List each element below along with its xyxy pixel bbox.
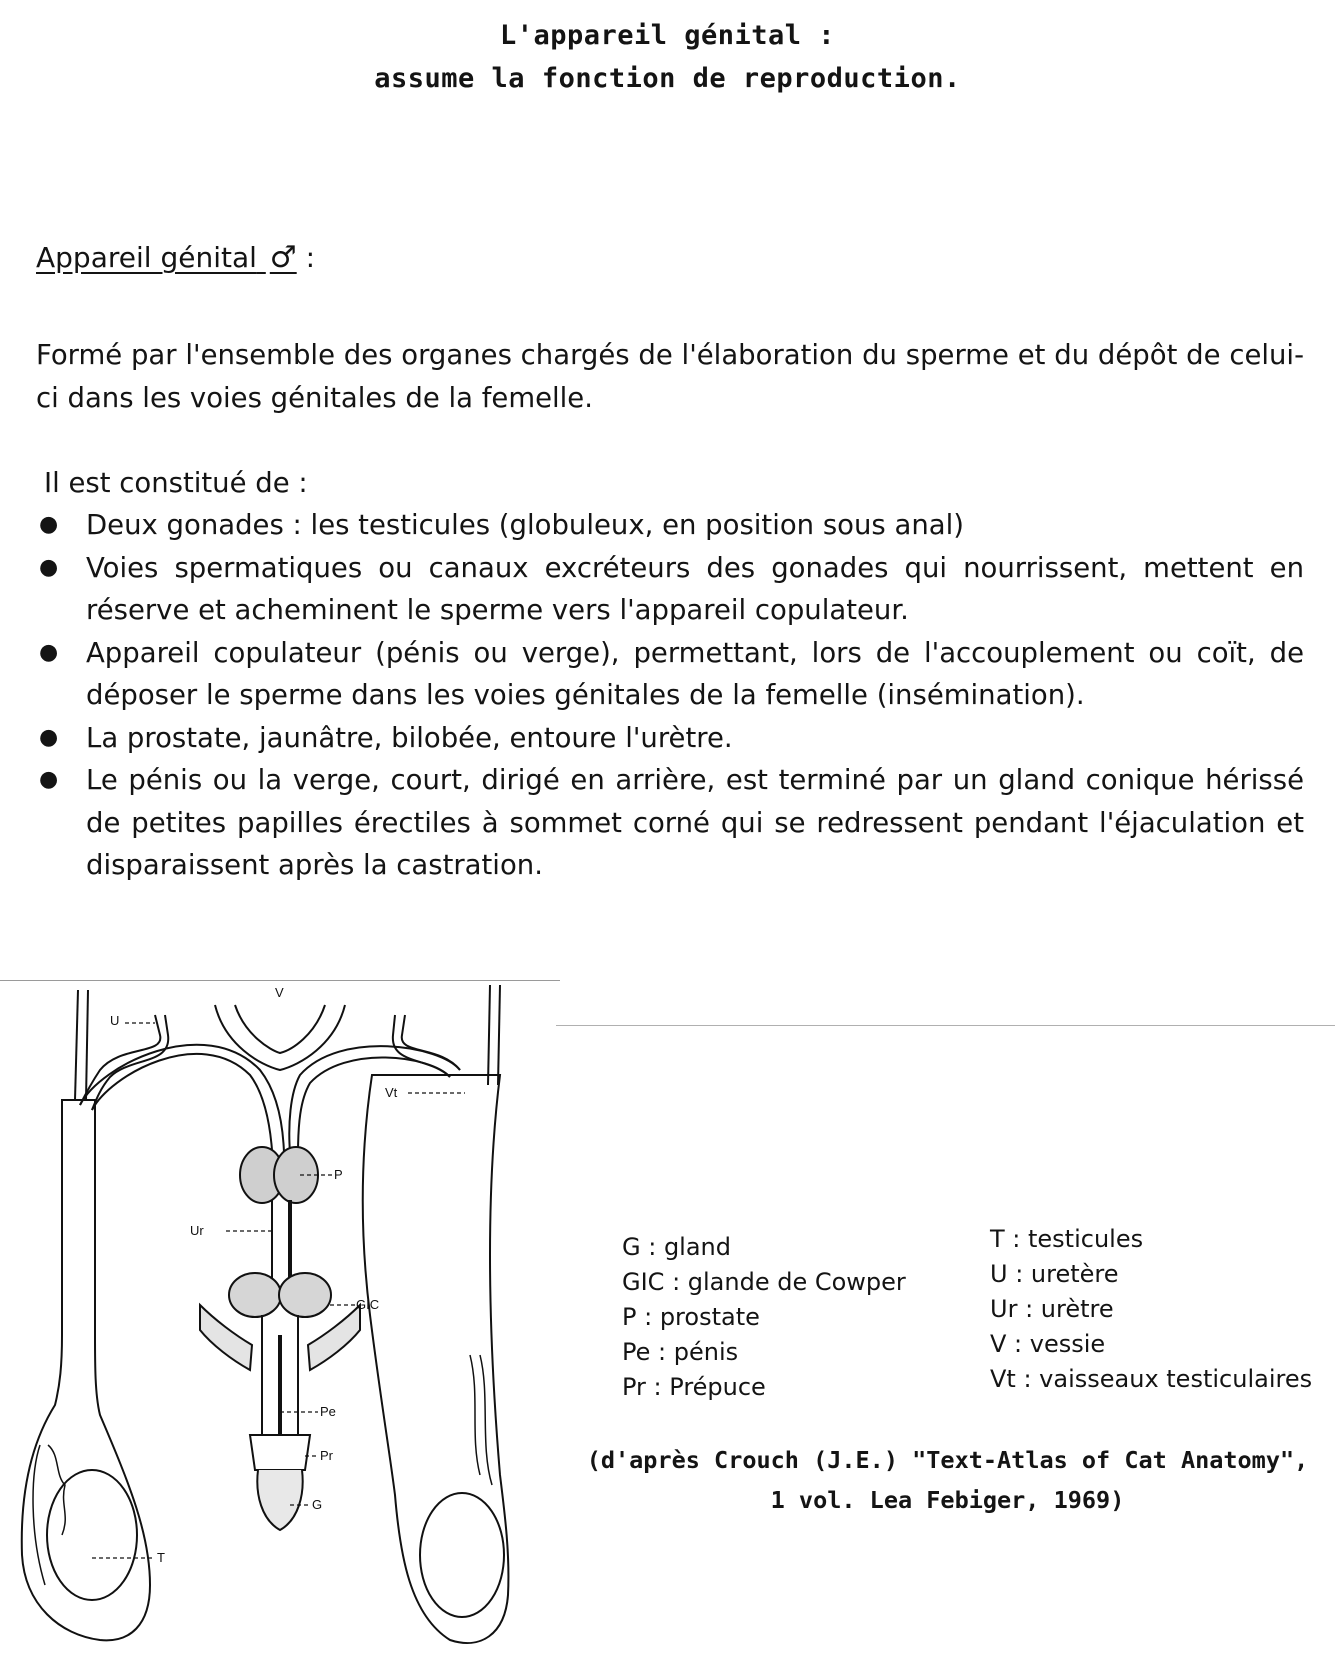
legend-item: Pe : pénis	[622, 1338, 739, 1366]
legend-item: U : uretère	[990, 1260, 1119, 1288]
anatomy-figure	[0, 975, 560, 1655]
label-Pr: Pr	[320, 1448, 333, 1463]
label-GIC: GIC	[356, 1297, 380, 1312]
legend-item: P : prostate	[622, 1303, 760, 1331]
section-heading	[36, 240, 315, 275]
section-heading-suffix: :	[305, 241, 316, 274]
label-P: P	[334, 1167, 343, 1182]
label-Pe: Pe	[320, 1404, 336, 1419]
title-line-2: assume la fonction de reproduction.	[374, 63, 961, 94]
constitution-list	[36, 504, 1304, 887]
page-title	[0, 14, 1335, 100]
bullet-icon: ●	[39, 724, 59, 750]
legend-item: Ur : urètre	[990, 1295, 1114, 1323]
list-item: ● Deux gonades : les testicules (globuleux, en position sous anal)	[36, 504, 1304, 547]
constitution-intro: Il est constitué de :	[44, 467, 308, 499]
list-item: ● Appareil copulateur (pénis ou verge), permettant, lors de l'accouplement ou coït, de déposer le sperme dans les voies génitales de la femelle (insémination).	[36, 632, 1304, 717]
legend-right	[990, 1222, 1312, 1397]
figure-border-right	[556, 1025, 1335, 1026]
title-line-1: L'appareil génital :	[499, 20, 836, 51]
bullet-icon: ●	[39, 554, 59, 580]
legend-item: V : vessie	[990, 1330, 1106, 1358]
label-T: T	[157, 1550, 165, 1565]
legend-item: G : gland	[622, 1233, 731, 1261]
bullet-icon: ●	[39, 512, 59, 537]
label-Ur: Ur	[190, 1223, 204, 1238]
label-U: U	[110, 1013, 120, 1028]
source-line-1: (d'après Crouch (J.E.) "Text-Atlas of Cat Anatomy",	[586, 1446, 1309, 1474]
section-heading-text: Appareil génital ♂	[36, 240, 297, 275]
list-item: ● La prostate, jaunâtre, bilobée, entoure l'urètre.	[36, 717, 1304, 760]
list-item: ● Voies spermatiques ou canaux excréteurs des gonades qui nourrissent, mettent en réserve et acheminent le sperme vers l'appareil copulateur.	[36, 547, 1304, 632]
description-paragraph: Formé par l'ensemble des organes chargés de l'élaboration du sperme et du dépôt de celui-ci dans les voies génitales de la femelle.	[36, 339, 1304, 414]
bullet-icon: ●	[39, 639, 59, 665]
label-Vt: Vt	[385, 1085, 398, 1100]
source-line-2: 1 vol. Lea Febiger, 1969)	[770, 1486, 1125, 1514]
anatomy-diagram	[0, 975, 560, 1655]
label-V: V	[275, 985, 284, 1000]
legend-item: GIC : glande de Cowper	[622, 1268, 906, 1296]
male-symbol-icon: ♂	[269, 240, 297, 275]
list-item: ● Le pénis ou la verge, court, dirigé en arrière, est terminé par un gland conique hérissé de petites papilles érectiles à sommet corné qui se redressent pendant l'éjaculation et disparaissent après la castration.	[36, 759, 1304, 887]
figure-source	[560, 1440, 1335, 1520]
legend-left	[622, 1230, 906, 1405]
label-G: G	[312, 1497, 323, 1512]
legend-item: Vt : vaisseaux testiculaires	[990, 1365, 1313, 1393]
bullet-icon: ●	[39, 767, 59, 792]
legend-item: Pr : Prépuce	[622, 1373, 766, 1401]
legend-item: T : testicules	[990, 1225, 1144, 1253]
